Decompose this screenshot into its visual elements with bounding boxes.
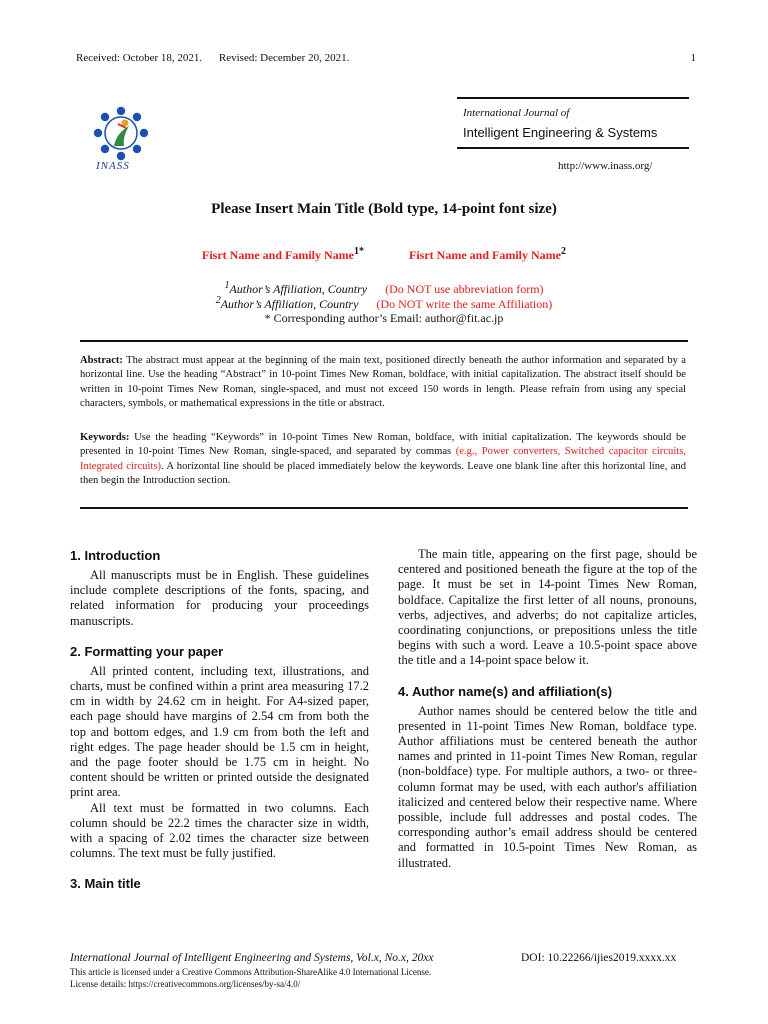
paragraph: All text must be formatted in two columns. Each column should be 22.2 times the character size in width, with a spacing of 2.02 times the character size between columns. The text must be fully justified. — [70, 800, 369, 861]
journal-banner — [457, 97, 689, 149]
received-date: Received: October 18, 2021. — [76, 52, 203, 64]
journal-name-line2: Intelligent Engineering & Systems — [463, 125, 658, 140]
revised-date: Revised: December 20, 2021. — [218, 52, 350, 64]
affiliation-2: $^2$Author’s Affiliation, Country (Do NOT write the same Affiliation) — [215, 295, 553, 311]
affiliation-2-note: (Do NOT write the same Affiliation) — [376, 297, 553, 311]
corresponding-email: * Corresponding author’s Email: author@fit.ac.jp — [264, 311, 504, 325]
keywords-example: (e.g., Power converters, Switched capacitor circuits, Integrated circuits) — [80, 446, 686, 472]
keywords-heading: Keywords: — [80, 432, 130, 443]
paragraph: The main title, appearing on the first page, should be centered and positioned beneath the figure at the top of the page. It must be set in 14-point Times New Roman, boldface. Capitalize the first letter of all nouns, pronouns, verbs, adjectives, and adverbs; do not capitalize articles, coordinating conjunctions, or prepositions unless the title begins with such a word. Leave a 10.5-point space above the title and a 14-point space below it. — [398, 547, 697, 668]
footer-license — [70, 966, 431, 990]
abstract-text: The abstract must appear at the beginning of the main text, positioned directly beneath the author information and separated by a horizontal line. Use the heading “Abstract” in 10-point Times New Roman, boldface, with initial capitalization. The abstract itself should be written in 10-point Times New Roman, single-spaced, and must not exceed 150 words in length. Please refrain from using any special characters, symbols, or mathematical expressions in the title or abstract. — [80, 355, 686, 409]
paragraph: Author names should be centered below the title and presented in 11-point Times New Roman, boldface type. Author affiliations must be centered beneath the author names and printed in 11-point Times New Roman, regular (non-boldface) type. For multiple authors, a two- or three-column format may be used, with each author's affiliation italicized and centered below their respective name. Where possible, include full addresses and postal codes. The corresponding author’s email address should be centered and formatted in 10.5-point Times New Roman, as illustrated. — [398, 703, 697, 870]
affiliation-1-note: (Do NOT use abbreviation form) — [385, 282, 544, 296]
author-2: Fisrt Name and Family Name$^2$ — [409, 246, 566, 262]
journal-name-line1: International Journal of — [463, 107, 570, 119]
section-heading-formatting: 2. Formatting your paper — [70, 643, 224, 659]
author-1: Fisrt Name and Family Name$^{1*}$ — [202, 246, 364, 262]
footer-doi: DOI: 10.22266/ijies2019.xxxx.xx — [521, 952, 677, 964]
divider-top — [80, 340, 688, 342]
paper-title: Please Insert Main Title (Bold type, 14-point font size) — [211, 201, 557, 217]
left-column — [70, 547, 369, 893]
section-heading-main-title: 3. Main title — [70, 876, 141, 892]
section-heading-authors: 4. Author name(s) and affiliation(s) — [398, 683, 613, 699]
author-list — [0, 246, 768, 263]
abstract — [80, 354, 686, 411]
page-number: 1 — [690, 52, 696, 64]
affiliation-1: $^1$Author’s Affiliation, Country (Do NOT use abbreviation form) — [224, 280, 544, 296]
paragraph: All manuscripts must be in English. These guidelines include complete descriptions of the fonts, spacing, and related information for producing your proceedings manuscripts. — [70, 568, 369, 628]
journal-url-link[interactable]: http://www.inass.org/ — [558, 160, 653, 172]
submission-dates — [76, 52, 349, 64]
license-link[interactable]: License details: https://creativecommons.org/licenses/by-sa/4.0/ — [70, 979, 301, 989]
abstract-heading: Abstract: — [80, 355, 123, 366]
right-column — [398, 547, 697, 871]
license-line: This article is licensed under a Creative Commons Attribution-ShareAlike 4.0 International License. — [70, 967, 432, 977]
paragraph: All printed content, including text, illustrations, and charts, must be confined within a print area measuring 17.2 cm in width by 24.62 cm in height. For A4-sized paper, each page should have margins of 2.54 cm from both the top and bottom edges, and 1.9 cm from both the left and right edges. The page header should be 1.5 cm in height, and the page footer should be 1.75 cm in height. No content should be written or printed outside the designated print area. — [70, 663, 369, 800]
footer-journal: International Journal of Intelligent Engineering and Systems, Vol.x, No.x, 20xx — [70, 952, 434, 964]
keywords: Keywords: Use the heading “Keywords” in 10-point Times New Roman, boldface, with initial capitalization. The keywords should be presented in 10-point Times New Roman, single-spaced, and separated by commas (e.g., Power converters, Switched capacitor circuits, Integrated circuits). A horizontal line should be placed immediately below the keywords. Leave one blank line after this horizontal line, and then begin the Introduction section. — [80, 432, 687, 486]
logo-text: INASS — [96, 160, 130, 172]
section-heading-introduction: 1. Introduction — [70, 548, 161, 563]
divider-bottom — [80, 507, 688, 509]
